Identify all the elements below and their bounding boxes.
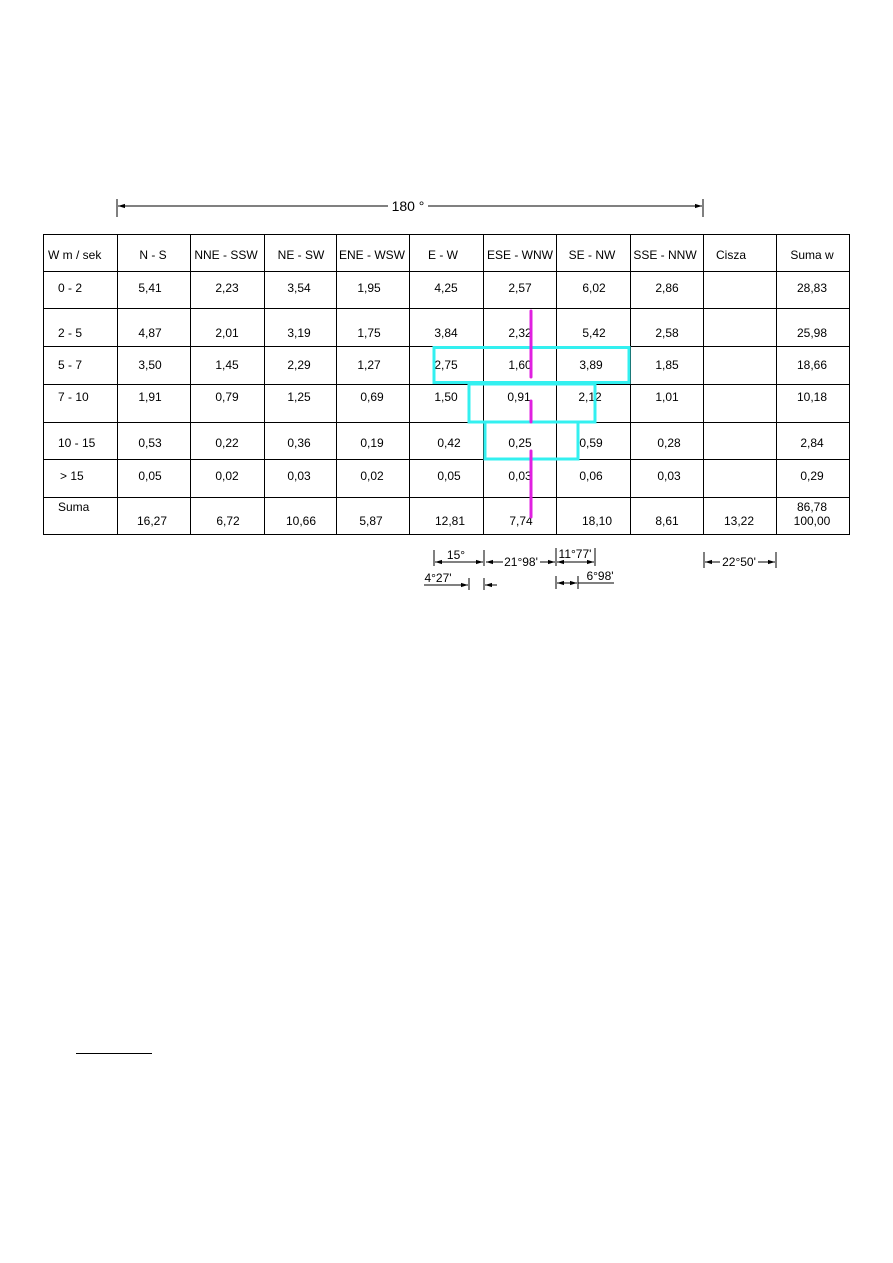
table-cell: 5,41 bbox=[138, 281, 162, 295]
header-nne-ssw: NNE - SSW bbox=[194, 248, 258, 262]
table-row bbox=[58, 281, 827, 295]
table-cell: 1,27 bbox=[357, 358, 381, 372]
table-cell: 0,03 bbox=[508, 469, 532, 483]
table-cell: 2,75 bbox=[434, 358, 458, 372]
table-cell: 4,25 bbox=[434, 281, 458, 295]
table-row bbox=[58, 358, 827, 372]
dim-698: 6°98' bbox=[586, 569, 614, 583]
header-n-s: N - S bbox=[139, 248, 167, 262]
table-cell: 0,53 bbox=[138, 436, 162, 450]
table-cell: 28,83 bbox=[796, 281, 828, 295]
dim-2250: 22°50' bbox=[722, 555, 756, 569]
row-label: 5 - 7 bbox=[58, 358, 83, 372]
header-ese-wnw: ESE - WNW bbox=[487, 248, 553, 262]
table-cell: 0,29 bbox=[800, 469, 824, 483]
table-cell: 2,57 bbox=[508, 281, 532, 295]
table-cell: 0,02 bbox=[215, 469, 239, 483]
header-sse-nnw: SSE - NNW bbox=[633, 248, 697, 262]
sum-cell: 5,87 bbox=[359, 514, 383, 528]
table-cell: 25,98 bbox=[796, 326, 828, 340]
table-cell: 3,89 bbox=[579, 358, 603, 372]
underline-mark bbox=[76, 1053, 152, 1054]
sum-cell: 16,27 bbox=[136, 514, 168, 528]
table-cell: 2,86 bbox=[655, 281, 679, 295]
table-cell: 2,32 bbox=[508, 326, 532, 340]
table-cell: 1,01 bbox=[655, 390, 679, 404]
table-cell: 0,05 bbox=[138, 469, 162, 483]
header-cisza: Cisza bbox=[715, 248, 747, 262]
table-cell: 0,25 bbox=[508, 436, 532, 450]
row-label: > 15 bbox=[60, 469, 84, 483]
sum-label: Suma bbox=[58, 500, 90, 514]
sum-cell: 10,66 bbox=[285, 514, 317, 528]
table-row bbox=[58, 436, 824, 450]
sum-total-bottom: 100,00 bbox=[793, 514, 831, 528]
table-cell: 0,02 bbox=[360, 469, 384, 483]
sum-cell: 18,10 bbox=[581, 514, 613, 528]
dim-1177: 11°77' bbox=[558, 547, 592, 561]
table-cell: 3,50 bbox=[138, 358, 162, 372]
table-cell: 10,18 bbox=[796, 390, 828, 404]
top-dimension bbox=[117, 198, 703, 217]
dim-427: 4°27' bbox=[424, 571, 452, 585]
table-cell: 5,42 bbox=[582, 326, 606, 340]
table-cell: 1,75 bbox=[357, 326, 381, 340]
table-cell: 0,28 bbox=[657, 436, 681, 450]
table-cell: 0,69 bbox=[360, 390, 384, 404]
table-cell: 0,22 bbox=[215, 436, 239, 450]
table-cell: 0,59 bbox=[579, 436, 603, 450]
table-row bbox=[58, 390, 827, 404]
sum-cell: 6,72 bbox=[216, 514, 240, 528]
table-cell: 1,25 bbox=[287, 390, 311, 404]
table-cell: 2,84 bbox=[800, 436, 824, 450]
row-label: 0 - 2 bbox=[58, 281, 83, 295]
table-cell: 1,85 bbox=[655, 358, 679, 372]
table-cell: 1,50 bbox=[434, 390, 458, 404]
row-label: 2 - 5 bbox=[58, 326, 83, 340]
row-label: 10 - 15 bbox=[58, 436, 96, 450]
sum-cell: 12,81 bbox=[434, 514, 466, 528]
table-cell: 0,03 bbox=[287, 469, 311, 483]
sum-cell: 13,22 bbox=[723, 514, 755, 528]
top-dimension-label: 180 ° bbox=[391, 198, 425, 214]
table-cell: 2,58 bbox=[655, 326, 679, 340]
table-cell: 3,19 bbox=[287, 326, 311, 340]
sum-row bbox=[58, 500, 831, 528]
table-cell: 6,02 bbox=[582, 281, 606, 295]
table-grid bbox=[43, 234, 850, 535]
table-cell: 2,01 bbox=[215, 326, 239, 340]
table-cell: 0,03 bbox=[657, 469, 681, 483]
table-cell: 0,42 bbox=[437, 436, 461, 450]
table-cell: 2,23 bbox=[215, 281, 239, 295]
header-ene-wsw: ENE - WSW bbox=[339, 248, 405, 262]
header-e-w: E - W bbox=[428, 248, 458, 262]
dim-15: 15° bbox=[446, 548, 466, 562]
table-cell: 18,66 bbox=[796, 358, 828, 372]
header-ne-sw: NE - SW bbox=[277, 248, 325, 262]
table-cell: 0,05 bbox=[437, 469, 461, 483]
table-header bbox=[48, 248, 834, 262]
row-label: 7 - 10 bbox=[58, 390, 89, 404]
table-cell: 3,54 bbox=[287, 281, 311, 295]
table-cell: 2,12 bbox=[578, 390, 602, 404]
bottom-dimension-labels bbox=[424, 547, 755, 585]
table-cell: 1,91 bbox=[138, 390, 162, 404]
sum-total-top: 86,78 bbox=[796, 500, 828, 514]
table-cell: 3,84 bbox=[434, 326, 458, 340]
table-cell: 1,45 bbox=[215, 358, 239, 372]
table-cell: 1,60 bbox=[508, 358, 532, 372]
header-se-nw: SE - NW bbox=[568, 248, 616, 262]
dim-2198: 21°98' bbox=[504, 555, 538, 569]
table-cell: 4,87 bbox=[138, 326, 162, 340]
table-cell: 0,79 bbox=[215, 390, 239, 404]
table-cell: 2,29 bbox=[287, 358, 311, 372]
sum-cell: 7,74 bbox=[509, 514, 533, 528]
header-speed: W m / sek bbox=[48, 248, 102, 262]
table-cell: 0,06 bbox=[579, 469, 603, 483]
table-cell: 0,91 bbox=[507, 390, 531, 404]
header-suma-w: Suma w bbox=[790, 248, 834, 262]
table-row bbox=[60, 469, 824, 483]
table-cell: 1,95 bbox=[357, 281, 381, 295]
table-cell: 0,36 bbox=[287, 436, 311, 450]
table-row bbox=[58, 326, 827, 340]
table-cell: 0,19 bbox=[360, 436, 384, 450]
sum-cell: 8,61 bbox=[655, 514, 679, 528]
